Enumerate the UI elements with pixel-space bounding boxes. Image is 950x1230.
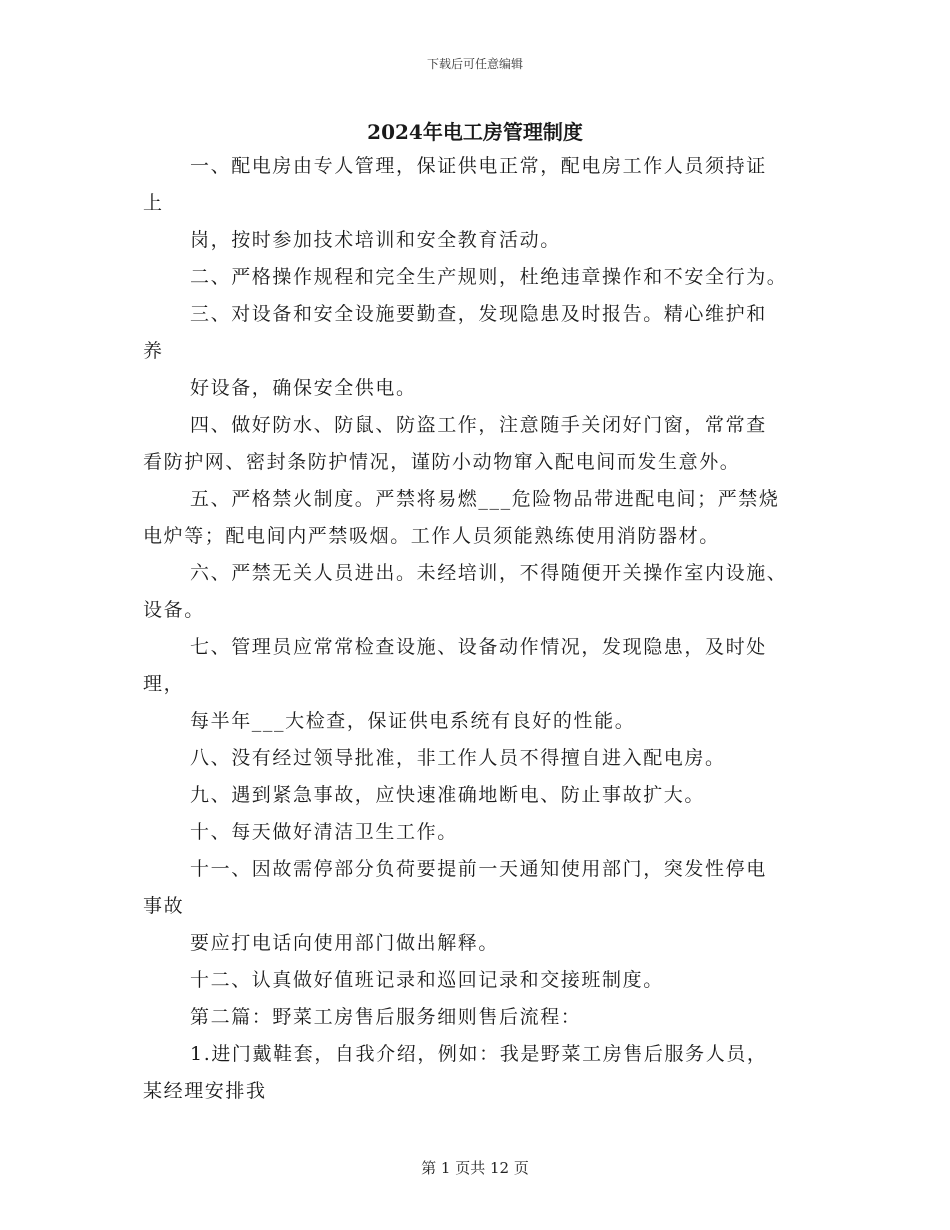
body-line: 八、没有经过领导批准，非工作人员不得擅自进入配电房。: [190, 747, 726, 769]
document-title: 2024年电工房管理制度: [367, 120, 583, 144]
document-body: [143, 148, 803, 1110]
body-line: 事故: [143, 895, 185, 917]
body-line: 十二、认真做好值班记录和巡回记录和交接班制度。: [190, 969, 664, 991]
body-line: 二、严格操作规程和完全生产规则，杜绝违章操作和不安全行为。: [190, 266, 788, 288]
body-line: 要应打电话向使用部门做出解释。: [190, 932, 500, 954]
body-line: 理，: [143, 673, 185, 695]
body-line: 岗，按时参加技术培训和安全教育活动。: [190, 229, 561, 251]
body-line: 六、严禁无关人员进出。未经培训，不得随便开关操作室内设施、: [190, 562, 788, 584]
body-line: 养: [143, 340, 164, 362]
body-line: 九、遇到紧急事故，应快速准确地断电、防止事故扩大。: [190, 784, 706, 806]
body-line: 1.进门戴鞋套，自我介绍，例如：我是野菜工房售后服务人员，: [190, 1043, 768, 1065]
body-line: 电炉等；配电间内严禁吸烟。工作人员须能熟练使用消防器材。: [143, 525, 720, 547]
body-line: 四、做好防水、防鼠、防盗工作，注意随手关闭好门窗，常常查: [190, 414, 767, 436]
body-line: 一、配电房由专人管理，保证供电正常，配电房工作人员须持证: [190, 155, 767, 177]
body-line: 十一、因故需停部分负荷要提前一天通知使用部门，突发性停电: [190, 858, 767, 880]
body-line: 某经理安排我: [143, 1080, 267, 1102]
body-line: 看防护网、密封条防护情况，谨防小动物窜入配电间而发生意外。: [143, 451, 741, 473]
body-line: 第二篇：野菜工房售后服务细则售后流程：: [190, 1006, 582, 1028]
body-line: 三、对设备和安全设施要勤查，发现隐患及时报告。精心维护和: [190, 303, 767, 325]
header-note: 下载后可任意编辑: [426, 57, 523, 71]
body-line: 每半年___大检查，保证供电系统有良好的性能。: [190, 710, 636, 732]
body-line: 好设备，确保安全供电。: [190, 377, 417, 399]
body-line: 上: [143, 192, 164, 214]
body-line: 设备。: [143, 599, 205, 621]
page-footer: 第 1 页共 12 页: [421, 1159, 529, 1177]
body-line: 五、严格禁火制度。严禁将易燃___危险物品带进配电间；严禁烧: [190, 488, 780, 510]
body-line: 七、管理员应常常检查设施、设备动作情况，发现隐患，及时处: [190, 636, 767, 658]
body-line: 十、每天做好清洁卫生工作。: [190, 821, 458, 843]
